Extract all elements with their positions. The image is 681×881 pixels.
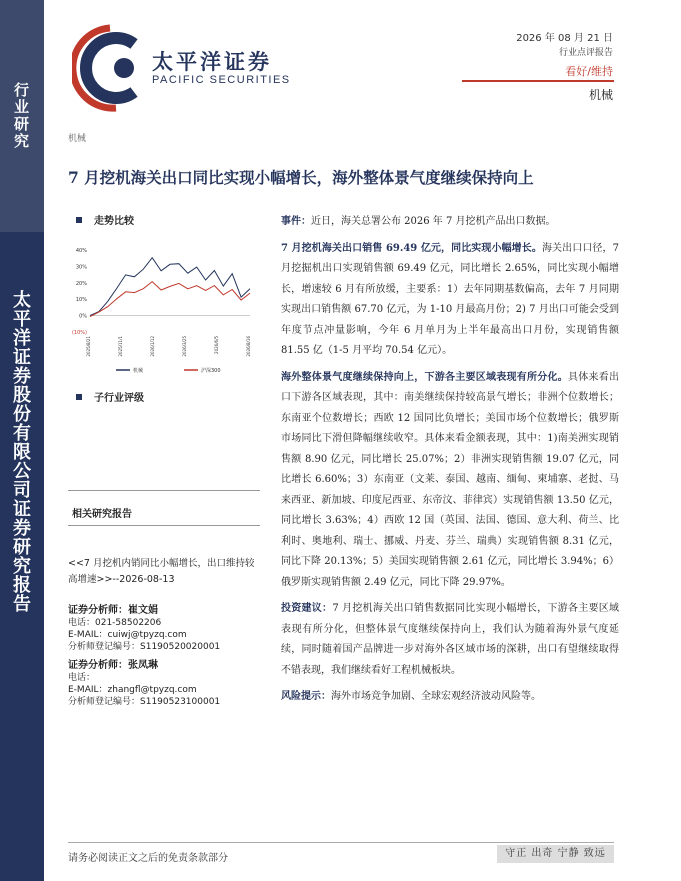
analyst-phone: 电话：021-58502206	[68, 618, 162, 628]
x-tick-label: 2025/8/21	[86, 336, 91, 357]
x-tick-label: 2026/3/25	[182, 336, 187, 357]
sidebar-label-industry-research: 行业研究	[12, 82, 30, 150]
brand-name-cn: 太平洋证券	[152, 50, 272, 74]
report-date: 2026 年 08 月 21 日	[516, 33, 613, 44]
x-tick-label: 2026/6/5	[214, 336, 219, 354]
paragraph-heading: 海外整体景气度继续保持向上，下游各主要区域表现有所分化。	[281, 371, 568, 383]
left-column	[68, 212, 260, 404]
paragraph-export	[281, 239, 619, 362]
analyst-card	[68, 660, 220, 708]
sub-rating-header	[76, 389, 144, 404]
y-tick-label: 40%	[75, 248, 87, 254]
brand-name-en: PACIFIC SECURITIES	[152, 74, 291, 86]
bullet-square-icon	[76, 394, 82, 400]
logo-mark-icon	[72, 22, 152, 117]
event-label: 事件：	[281, 216, 311, 227]
paragraph-heading: 7 月挖机海关出口销售 69.49 亿元，同比实现小幅增长。	[281, 242, 542, 254]
event-paragraph	[281, 212, 619, 233]
page-title: 7 月挖机海关出口同比实现小幅增长，海外整体景气度继续保持向上	[68, 168, 534, 187]
sidebar-label-company: 太平洋证券股份有限公司证券研究报告	[10, 290, 31, 613]
trend-chart	[68, 242, 260, 382]
y-tick-label: 20%	[75, 280, 87, 287]
analyst-email[interactable]: E-MAIL：zhangfl@tpyzq.com	[68, 685, 197, 695]
related-reports-title: 相关研究报告	[72, 509, 132, 520]
y-tick-label: 10%	[75, 297, 87, 304]
legend-label: 沪深300	[201, 368, 221, 374]
industry-label: 机械	[588, 88, 613, 102]
disclaimer-text: 请务必阅读正文之后的免责条款部分	[68, 853, 228, 864]
paragraph-heading: 风险提示：	[281, 691, 331, 702]
related-report-link[interactable]: <<7 月挖机内销同比小幅增长，出口维持较高增速>>--2026-08-13	[68, 558, 255, 585]
analyst-email[interactable]: E-MAIL：cuiwj@tpyzq.com	[68, 630, 187, 640]
series-line-csi300	[90, 282, 250, 317]
analyst-card	[68, 605, 220, 653]
paragraph-text: 具体来看出口下游各区域表现，其中：南美继续保持较高景气增长；非洲个位数增长；东南亚个位数增长；西欧 12 国同比负增长；美国市场个位数增长；俄罗斯市场同比下滑但降幅继续收窄。具体来看金额表现，其中：1)南美洲实现销售额 8.90 亿元，同比增长 25.07%；2）非洲实现销售额 19.07 亿元，同比增长 6.60%；3）东南亚（文莱、泰国、越南、缅甸、柬埔寨、老挝、马来西亚、新加坡、印度尼西亚、东帝汶、菲律宾）实现销售额 13.50 亿元，同比增长 3.63%；4）西欧 12 国（英国、法国、德国、意大利、荷兰、比利时、奥地利、瑞士、挪威、丹麦、芬兰、瑞典）实现销售额 8.31 亿元，同比下降 20.13%；5）美国实现销售额 2.61 亿元，同比增长 3.94%；6）俄罗斯实现销售额 2.49 亿元，同比下降 29.97%。	[281, 371, 619, 588]
y-tick-label: (10%)	[71, 330, 87, 336]
bullet-square-icon	[76, 217, 82, 223]
paragraph-advice	[281, 599, 619, 681]
analyst-name: 证券分析师：崔文娟	[68, 605, 158, 616]
event-text: 近日，海关总署公布 2026 年 7 月挖机产品出口数据。	[311, 216, 556, 227]
y-tick-label: 0%	[79, 313, 87, 320]
rating-badge: 看好/维持	[565, 65, 613, 78]
breadcrumb: 机械	[68, 134, 87, 144]
footer-divider	[68, 842, 614, 843]
paragraph-text: 7 月挖机海关出口销售数据同比实现小幅增长，下游各主要区域表现有所分化，但整体景气度继续保持向上，我们认为随着海外景气度延续，同时随着国产品牌进一步对海外各区域市场的深耕，出口有望继续取得不错表现，我们继续看好工程机械板块。	[281, 603, 620, 676]
left-divider	[68, 490, 260, 491]
analyst-name: 证券分析师：张凤琳	[68, 660, 158, 671]
paragraph-heading: 投资建议：	[281, 603, 333, 614]
company-motto: 守正 出奇 宁静 致远	[497, 845, 614, 863]
x-tick-label: 2025/11/1	[118, 336, 123, 357]
brand-logo	[72, 22, 302, 117]
sidebar-band	[0, 0, 44, 881]
x-tick-label: 2026/1/12	[150, 336, 155, 357]
left-divider	[68, 525, 260, 526]
paragraph-regions	[281, 368, 619, 594]
paragraph-text: 海关出口口径，7 月挖掘机出口实现销售额 69.49 亿元，同比增长 2.65%，同比实现小幅增长，增速较 6 月有所放缓，主要系：1）去年同期基数偏高，去年 7 月同期实现出口销售额 67.70 亿元，为 1-10 月最高月份；2) 7 月出口可能会受到年度节点冲量影响，今年 6 月单月为上半年最高出口月份，实现销售额 81.55 亿（1-5 月平均 70.54 亿元）。	[281, 242, 619, 356]
report-body	[281, 212, 619, 714]
report-type: 行业点评报告	[558, 48, 613, 58]
analyst-cert: 分析师登记编号：S1190520020001	[68, 642, 221, 652]
y-tick-label: 30%	[75, 264, 87, 271]
paragraph-risk	[281, 687, 619, 708]
header-divider	[462, 80, 614, 82]
analyst-cert: 分析师登记编号：S1190523100001	[68, 697, 221, 707]
paragraph-text: 海外市场竞争加剧、全球宏观经济波动风险等。	[331, 691, 541, 702]
trend-section-header	[76, 212, 260, 227]
analyst-phone: 电话：	[68, 673, 96, 683]
sub-rating-title: 子行业评级	[94, 393, 144, 404]
legend-label: 机械	[133, 368, 144, 374]
x-tick-label: 2026/8/16	[246, 336, 251, 357]
trend-section-title: 走势比较	[94, 216, 134, 227]
